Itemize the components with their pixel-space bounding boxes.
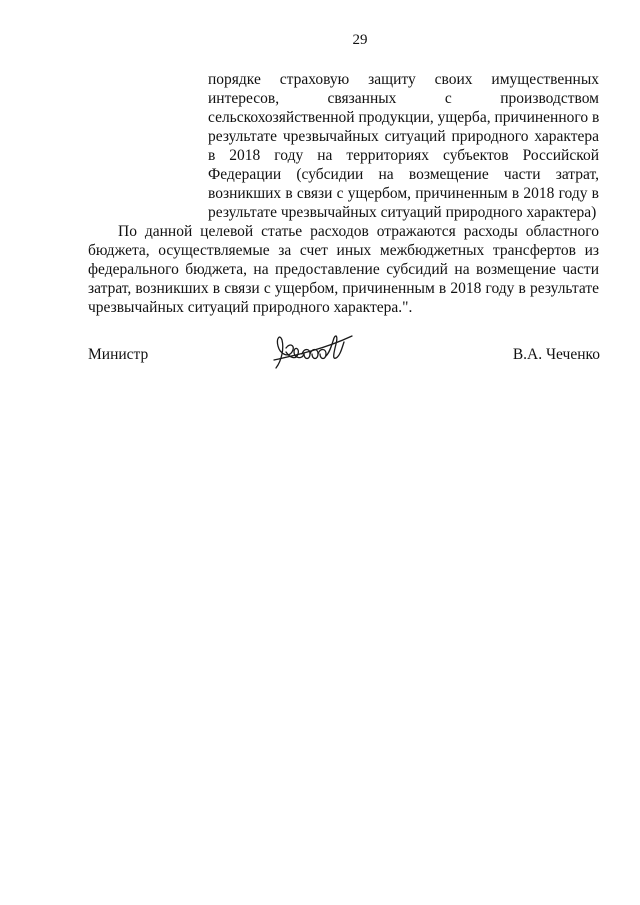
text-line: порядке страховую защиту своих имущественных <box>208 71 599 88</box>
text-line: сельскохозяйственной продукции, ущерба, причиненного в <box>208 109 600 126</box>
signatory-title: Министр <box>88 346 149 363</box>
signatory-name: В.А. Чеченко <box>512 346 600 363</box>
text-line: чрезвычайных ситуаций природного характера.". <box>88 299 413 316</box>
text-line: федерального бюджета, на предоставление субсидий на возмещение части <box>88 261 599 278</box>
text-line: результате чрезвычайных ситуаций природного характера) <box>208 204 597 221</box>
text-line: Федерации (субсидии на возмещение части затрат, <box>208 166 599 183</box>
indented-text-block <box>208 70 599 222</box>
text-line: затрат, возникших в связи с ущербом, причиненным в 2018 году в результате <box>88 280 599 297</box>
text-line: бюджета, осуществляемые за счет иных межбюджетных трансфертов из <box>88 242 599 259</box>
page-number: 29 <box>352 32 368 48</box>
text-line: результате чрезвычайных ситуаций природного характера <box>208 128 599 145</box>
handwritten-signature <box>272 330 354 372</box>
body-paragraph <box>88 222 599 317</box>
text-line: возникших в связи с ущербом, причиненным в 2018 году в <box>208 185 599 202</box>
text-line: По данной целевой статье расходов отражаются расходы областного <box>118 223 599 240</box>
text-line: интересов, связанных с производством <box>208 90 599 107</box>
text-line: в 2018 году на территориях субъектов Российской <box>208 147 599 164</box>
